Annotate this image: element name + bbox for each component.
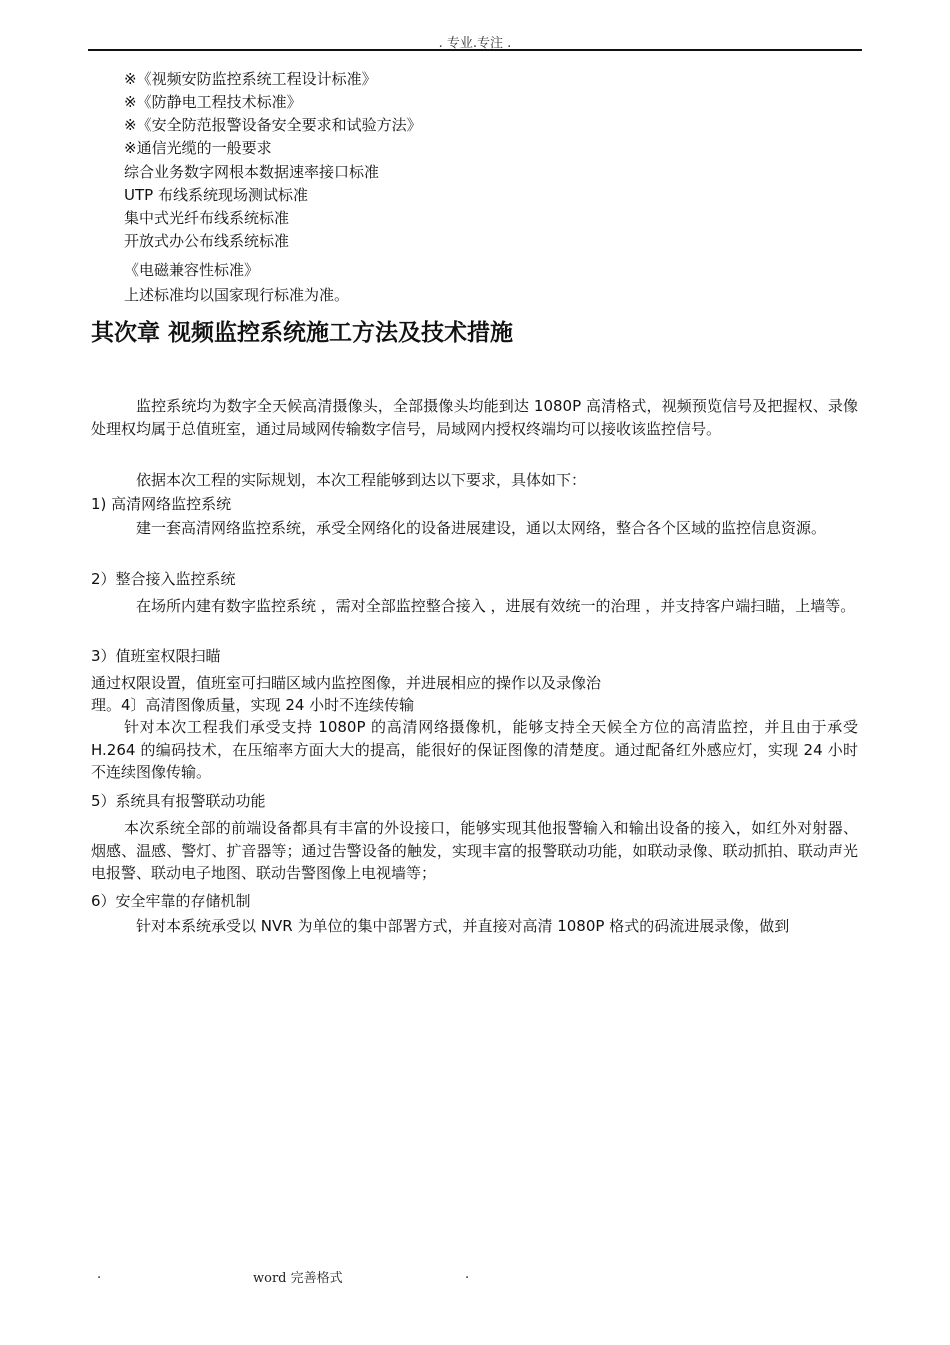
item-title: 2）整合接入监控系统 [91, 570, 236, 588]
standard-item: 集中式光纤布线系统标准 [124, 209, 290, 227]
item-text: 在场所内建有数字监控系统 ，需对全部监控整合接入 ，进展有效统一的治理 ，并支持客户端扫瞄，上墙等。 [136, 597, 856, 615]
standard-item: 开放式办公布线系统标准 [124, 232, 290, 250]
standard-item: ※《视频安防监控系统工程设计标准》 [124, 70, 377, 88]
footer-dot-left: . [97, 1267, 102, 1282]
standard-item: 《电磁兼容性标准》 [124, 261, 260, 279]
item-text: 针对本次工程我们承受支持 1080P 的高清网络摄像机，能够支持全天候全方位的高清监控，并且由于承受 H.264 的编码技术，在压缩率方面大大的提高，能很好的保证图像的清楚度。通过配备红外感应灯，实现 24 小时不连续图像传输。 [91, 718, 858, 781]
item-text: 本次系统全部的前端设备都具有丰富的外设接口，能够实现其他报警输入和输出设备的接入，如红外对射器、烟感、温感、警灯、扩音器等；通过告警设备的触发，实现丰富的报警联动功能，如联动录像、联动抓拍、联动声光电报警、联动电子地图、联动告警图像上电视墙等； [91, 819, 858, 882]
item-text: 理。4〕高清图像质量，实现 24 小时不连续传输 [91, 696, 415, 714]
standard-item: ※通信光缆的一般要求 [124, 139, 272, 157]
standard-item: UTP 布线系统现场测试标准 [124, 186, 308, 204]
item-title: 5）系统具有报警联动功能 [91, 792, 266, 810]
page-header: . 专业.专注 . [438, 36, 512, 51]
intro-paragraph: 监控系统均为数字全天候高清摄像头，全部摄像头均能到达 1080P 高清格式，视频预览信号及把握权、录像处理权均属于总值班室，通过局域网传输数字信号，局域网内授权终端均可以接收该监控信号。 [91, 397, 858, 438]
footer-text: word 完善格式 [253, 1271, 343, 1286]
standard-item: ※《安全防范报警设备安全要求和试验方法》 [124, 116, 422, 134]
header-divider [88, 49, 862, 51]
standards-note: 上述标准均以国家现行标准为准。 [124, 286, 350, 304]
item-title: 3）值班室权限扫瞄 [91, 647, 221, 665]
requirements-lead: 依据本次工程的实际规划，本次工程能够到达以下要求，具体如下： [136, 471, 587, 489]
footer-dot-right: . [465, 1267, 470, 1282]
item-text: 通过权限设置，值班室可扫瞄区域内监控图像，并进展相应的操作以及录像治 [91, 674, 602, 692]
item-title: 1) 高清网络监控系统 [91, 495, 232, 513]
item-title: 6）安全牢靠的存储机制 [91, 892, 251, 910]
item-text: 针对本系统承受以 NVR 为单位的集中部署方式，并直接对高清 1080P 格式的码流进展录像，做到 [136, 917, 790, 935]
standard-item: ※《防静电工程技术标准》 [124, 93, 302, 111]
standard-item: 综合业务数字网根本数据速率接口标准 [124, 163, 380, 181]
chapter-title: 其次章 视频监控系统施工方法及技术措施 [91, 320, 514, 346]
item-text: 建一套高清网络监控系统，承受全网络化的设备进展建设，通以太网络，整合各个区域的监控信息资源。 [136, 519, 827, 537]
